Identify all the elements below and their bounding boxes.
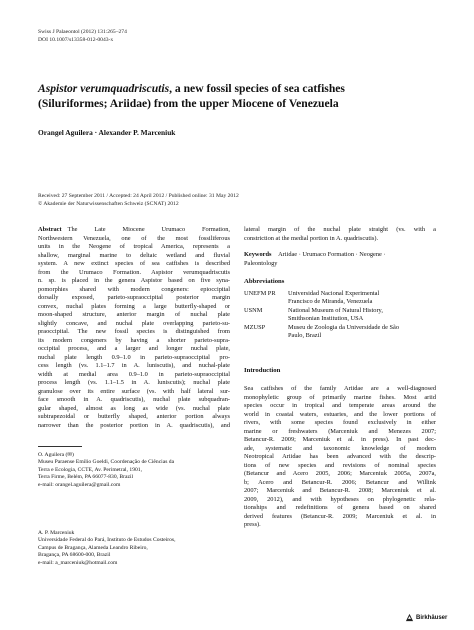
- title-line2: (Siluriformes; Ariidae) from the upper Miocene of Venezuela: [38, 96, 339, 110]
- abstract-continuation-line: constriction at the medial portion in A. quadriscutis).: [244, 234, 379, 242]
- author1-address: [38, 452, 230, 489]
- abstract-line: system. A new extinct species of sea catfishes is described: [38, 260, 230, 267]
- abbreviations-heading: Abbreviations: [244, 278, 285, 285]
- abstract-line: nuchal plate length 0.9–1.0 in parieto-supraoccipital pro-: [38, 353, 230, 361]
- abstract-line: narrower than the posterior portion in A. quadriscutis), and: [38, 421, 230, 429]
- abbreviation-value-line: Museu de Zoologia da Universidade de São: [288, 323, 399, 331]
- address-line: A. P. Marceniuk: [38, 530, 75, 536]
- keywords-label: Keywords: [244, 251, 272, 258]
- abstract-line: face smooth in A. quadriscutis), nuchal plate subquadran-: [38, 396, 230, 403]
- introduction-line: 2007; Marceniuk and Betancur-R. 2008; Marceniuk et al.: [244, 487, 436, 494]
- introduction-line: rivers, with some species found exclusively in either: [244, 419, 436, 426]
- abstract-line: dorsally exposed, parieto-supraoccipital posterior margin: [38, 294, 230, 301]
- journal-citation: Swiss J Palaeontol (2012) 131:265–274: [38, 29, 127, 35]
- title-line1-rest: , a new fossil species of sea catfishes: [169, 82, 345, 95]
- introduction-line: world in coastal waters, estuaries, and the lower portions of: [244, 410, 436, 418]
- abbreviations-table: [244, 290, 436, 341]
- address-line: Museu Paraense Emílio Goeldi, Coordenação de Ciências da: [38, 459, 175, 466]
- abstract: [38, 226, 230, 430]
- abstract-line: cess length (vs. 1.1–1.7 in A. luniscutis), and nuchal-plate: [38, 362, 230, 369]
- introduction-line: ade, systematic and taxonomic knowledge of modern: [244, 444, 436, 452]
- copyright-line: © Akademie der Naturwissenschaften Schweiz (SCNAT) 2012: [38, 200, 179, 207]
- abstract-first-line: The Late Miocene Urumaco Formation,: [67, 226, 230, 233]
- abstract-line: its modern congeners by having a shorter parieto-supra-: [38, 336, 230, 344]
- doi[interactable]: DOI 10.1007/s13358-012-0043-x: [38, 37, 114, 43]
- abstract-continuation-line: lateral margin of the nuchal plate straight (vs. with a: [244, 226, 436, 233]
- abstract-line: moon-shaped structure, anterior margin of nuchal plate: [38, 311, 230, 318]
- address-line: Bragança, PA 68600-000, Brazil: [38, 552, 111, 559]
- abstract-line: n. sp. is placed in the genera Aspistor based on five syna-: [38, 277, 230, 284]
- introduction-line: tions of new species and revisions of nominal species: [244, 461, 436, 469]
- keywords-text: Ariidae · Urumaco Formation · Neogene ·: [278, 251, 386, 258]
- abbreviation-value: [288, 307, 436, 324]
- abstract-line: occipital process, and a larger and longer nuchal plate,: [38, 345, 230, 352]
- address-line: Universidade Federal do Pará, Instituto de Estudos Costeiros,: [38, 537, 176, 544]
- abbreviation-value: [288, 324, 436, 341]
- address-line: O. Aguilera (✉): [38, 452, 74, 458]
- email-line[interactable]: e-mail: orangel.aguilera@gmail.com: [38, 481, 121, 488]
- introduction-line: press).: [244, 521, 261, 528]
- keywords-text-2: Paleontology: [244, 259, 278, 267]
- abbreviation-key: USNM: [244, 306, 263, 314]
- abbreviation-key: UNEFM PR: [244, 289, 276, 297]
- abstract-line: Northwestern Venezuela, one of the most fossiliferous: [38, 234, 230, 242]
- journal-header: [38, 28, 127, 44]
- authors[interactable]: Orangel Aguilera · Alexander P. Marceniuk: [38, 128, 176, 137]
- introduction-line: Betancur-R. 2009; Marceniuk et al. in press). In past dec-: [244, 436, 436, 443]
- abstract-line: [38, 226, 230, 235]
- abstract-line: shallow, marginal marine to deltaic wetland and fluvial: [38, 251, 230, 259]
- introduction-line: 2009, 2012), and with hypotheses on phylogenetic rela-: [244, 495, 436, 503]
- publisher-name: Birkhäuser: [416, 614, 448, 621]
- email-line[interactable]: e-mail: a_marceniuk@hotmail.com: [38, 559, 118, 566]
- footnote-divider: [38, 446, 82, 447]
- abbreviation-row: [244, 324, 436, 341]
- abbreviation-value-line: Smithsonian Institution, USA: [288, 315, 364, 322]
- abstract-label: Abstract: [38, 226, 62, 233]
- author2-address: [38, 530, 230, 567]
- abbreviation-value-line: Francisco de Miranda, Venezuela: [288, 298, 373, 305]
- introduction-line: marine or freshwaters (Marceniuk and Menezes 2007;: [244, 427, 436, 435]
- publisher-logo: [405, 613, 447, 622]
- address-line: Terra e Ecologia, CCTE, Av. Perimetral, 1901,: [38, 466, 142, 473]
- abbreviation-value-line: National Museum of Natural History,: [288, 306, 383, 314]
- keywords: [244, 251, 436, 268]
- abbreviation-value-line: Universidad Nacional Experimental: [288, 289, 380, 297]
- abstract-line: process length (vs. 1.1–1.5 in A. luniscutis); nuchal plate: [38, 379, 230, 386]
- address-line: Terra Firme, Belém, PA 66077-830, Brazil: [38, 474, 134, 481]
- introduction-line: species occur in tropical and temperate areas around the: [244, 402, 436, 409]
- address-line: Campus de Bragança, Alameda Leandro Ribeiro,: [38, 544, 148, 551]
- abstract-line: width at medial area 0.9–1.0 in parieto-supraoccipital: [38, 370, 230, 378]
- abstract-line: from the Urumaco Formation. Aspistor verumquadriscutis: [38, 268, 230, 276]
- abbreviation-row: [244, 290, 436, 307]
- abstract-line: subtrapezoidal or butterfly shaped, anterior portion always: [38, 413, 230, 420]
- introduction-line: b; Acero and Betancur-R. 2006; Betancur and Willink: [244, 478, 436, 486]
- abstract-line: praoccipital. The new fossil species is distinguished from: [38, 328, 230, 335]
- introduction-line: tionships and redefinitions of genera based on shared: [244, 504, 436, 511]
- abstract-line: convex, nuchal plates forming a large butterfly-shaped or: [38, 302, 230, 310]
- publisher-icon: [405, 613, 414, 622]
- abstract-line: gular shaped, almost as long as wide (vs. nuchal plate: [38, 404, 230, 412]
- introduction-line: (Betancur and Acero 2005, 2006; Marceniuk 2005a, 2007a,: [244, 470, 436, 477]
- abbreviation-key: MZUSP: [244, 323, 266, 331]
- introduction-line: Sea catfishes of the family Ariidae are a well-diagnosed: [244, 385, 436, 392]
- right-column: [244, 226, 436, 530]
- introduction-line: derived features (Betancur-R. 2009; Marceniuk et al. in: [244, 512, 436, 520]
- article-title: [38, 82, 438, 111]
- abbreviation-value-line: Paulo, Brazil: [288, 332, 322, 339]
- abstract-line: pomorphies shared with modern congeners: epioccipital: [38, 285, 230, 293]
- abbreviation-row: [244, 307, 436, 324]
- abstract-line: granulose over its entire surface (vs. with half lateral sur-: [38, 387, 230, 395]
- abbreviation-value: [288, 290, 436, 307]
- introduction-line: Neotropical Ariidae has been advanced with the descrip-: [244, 453, 436, 460]
- abstract-line: units in the Neogene of tropical America, represents a: [38, 243, 230, 250]
- species-name: Aspistor verumquadriscutis: [38, 82, 170, 95]
- dates-line: Received: 27 September 2011 / Accepted: 24 April 2012 / Published online: 31 May 2012: [38, 193, 239, 199]
- introduction-line: monophyletic group of primarily marine fishes. Most ariid: [244, 393, 436, 401]
- introduction-heading: Introduction: [244, 366, 281, 374]
- publication-dates: [38, 193, 239, 208]
- abstract-line: slightly concave, and nuchal plate overlapping parieto-su-: [38, 319, 230, 327]
- introduction-text: [244, 385, 436, 530]
